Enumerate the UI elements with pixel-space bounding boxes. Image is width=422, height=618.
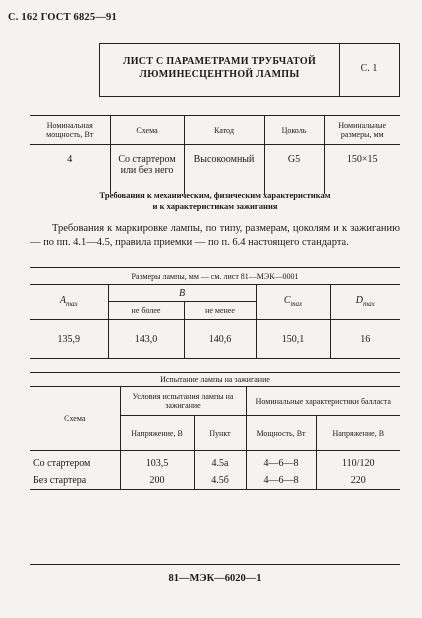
group-test-conditions: Условия испытания лампы на зажигание (120, 387, 246, 416)
row-scheme: Без стартера (30, 472, 120, 490)
cell-cathode: Высокоомный (184, 145, 264, 195)
header-cathode: Катод (184, 116, 264, 145)
requirements-paragraph: Требования к маркировке лампы, по типу, размерам, цоколям и к зажиганию — по пп. 4.1—4.5, правила приемки — по п. 6.4 настоящего стандарта. (30, 223, 400, 248)
c-max-sub: max (290, 299, 303, 308)
ignition-row (30, 472, 400, 490)
row-point: 4.5а (194, 451, 246, 473)
params-data-row (30, 145, 400, 195)
footer-code: 81—МЭК—6020—1 (168, 573, 262, 584)
ignition-row (30, 451, 400, 473)
cell-dimensions: 150×15 (324, 145, 400, 195)
sheet-title-frame (99, 43, 400, 97)
cell-power: 4 (67, 154, 73, 165)
d-symbol: D (355, 294, 364, 306)
header-power: Номинальная мощность, Вт (30, 116, 110, 145)
value-a-max: 135,9 (30, 320, 108, 359)
row-ballast-power: 4—6—8 (246, 451, 316, 473)
col-test-voltage: Напряжение, В (120, 416, 194, 451)
row-test-voltage: 103,5 (120, 451, 194, 473)
section-heading (30, 190, 400, 212)
sheet-page-number: С. 1 (360, 63, 378, 74)
cell-scheme: Со стартером или без него (110, 145, 184, 195)
group-ballast: Номинальные характеристики балласта (246, 387, 400, 416)
footer-rule (30, 564, 400, 565)
header-scheme: Схема (110, 116, 184, 145)
col-c-max (256, 285, 330, 320)
dimensions-table (30, 267, 400, 359)
params-table (30, 115, 400, 194)
row-scheme: Со стартером (30, 451, 120, 473)
header-dimensions: Номинальные размеры, мм (324, 116, 400, 145)
col-b: B (108, 285, 256, 302)
col-d-max (330, 285, 400, 320)
header-base: Цоколь (264, 116, 324, 145)
sheet-title (100, 55, 339, 81)
value-d-max: 16 (330, 320, 400, 359)
section-heading-line2: и к характеристикам зажигания (152, 201, 278, 211)
row-ballast-power: 4—6—8 (246, 472, 316, 490)
running-head: С. 162 ГОСТ 6825—91 (8, 12, 117, 23)
col-ballast-voltage: Напряжение, В (316, 416, 400, 451)
col-ballast-power: Мощность, Вт (246, 416, 316, 451)
params-header-row (30, 116, 400, 145)
value-b-not-less: 140,6 (184, 320, 256, 359)
row-test-voltage: 200 (120, 472, 194, 490)
row-point: 4.5б (194, 472, 246, 490)
value-b-not-more: 143,0 (108, 320, 184, 359)
section-heading-line1: Требования к механическим, физическим характеристикам (99, 190, 331, 200)
sheet-title-line1: ЛИСТ С ПАРАМЕТРАМИ ТРУБЧАТОЙ (122, 56, 317, 67)
ignition-table (30, 372, 400, 490)
col-b-not-less: не менее (184, 302, 256, 320)
cell-base: G5 (264, 145, 324, 195)
row-ballast-voltage: 110/120 (316, 451, 400, 473)
col-b-not-more: не более (108, 302, 184, 320)
row-ballast-voltage: 220 (316, 472, 400, 490)
a-max-sub: max (65, 299, 78, 308)
dimensions-values-row (30, 320, 400, 359)
sheet-title-line2: ЛЮМИНЕСЦЕНТНОЙ ЛАМПЫ (139, 69, 300, 80)
c-symbol: C (283, 294, 291, 306)
value-c-max: 150,1 (256, 320, 330, 359)
a-symbol: A (59, 294, 66, 306)
col-point: Пункт (194, 416, 246, 451)
col-a-max (30, 285, 108, 320)
col-scheme: Схема (30, 387, 120, 451)
d-max-sub: max (363, 299, 375, 308)
ignition-caption: Испытание лампы на зажигание (30, 373, 400, 387)
dimensions-caption: Размеры лампы, мм — см. лист 81—МЭК—0001 (30, 268, 400, 285)
